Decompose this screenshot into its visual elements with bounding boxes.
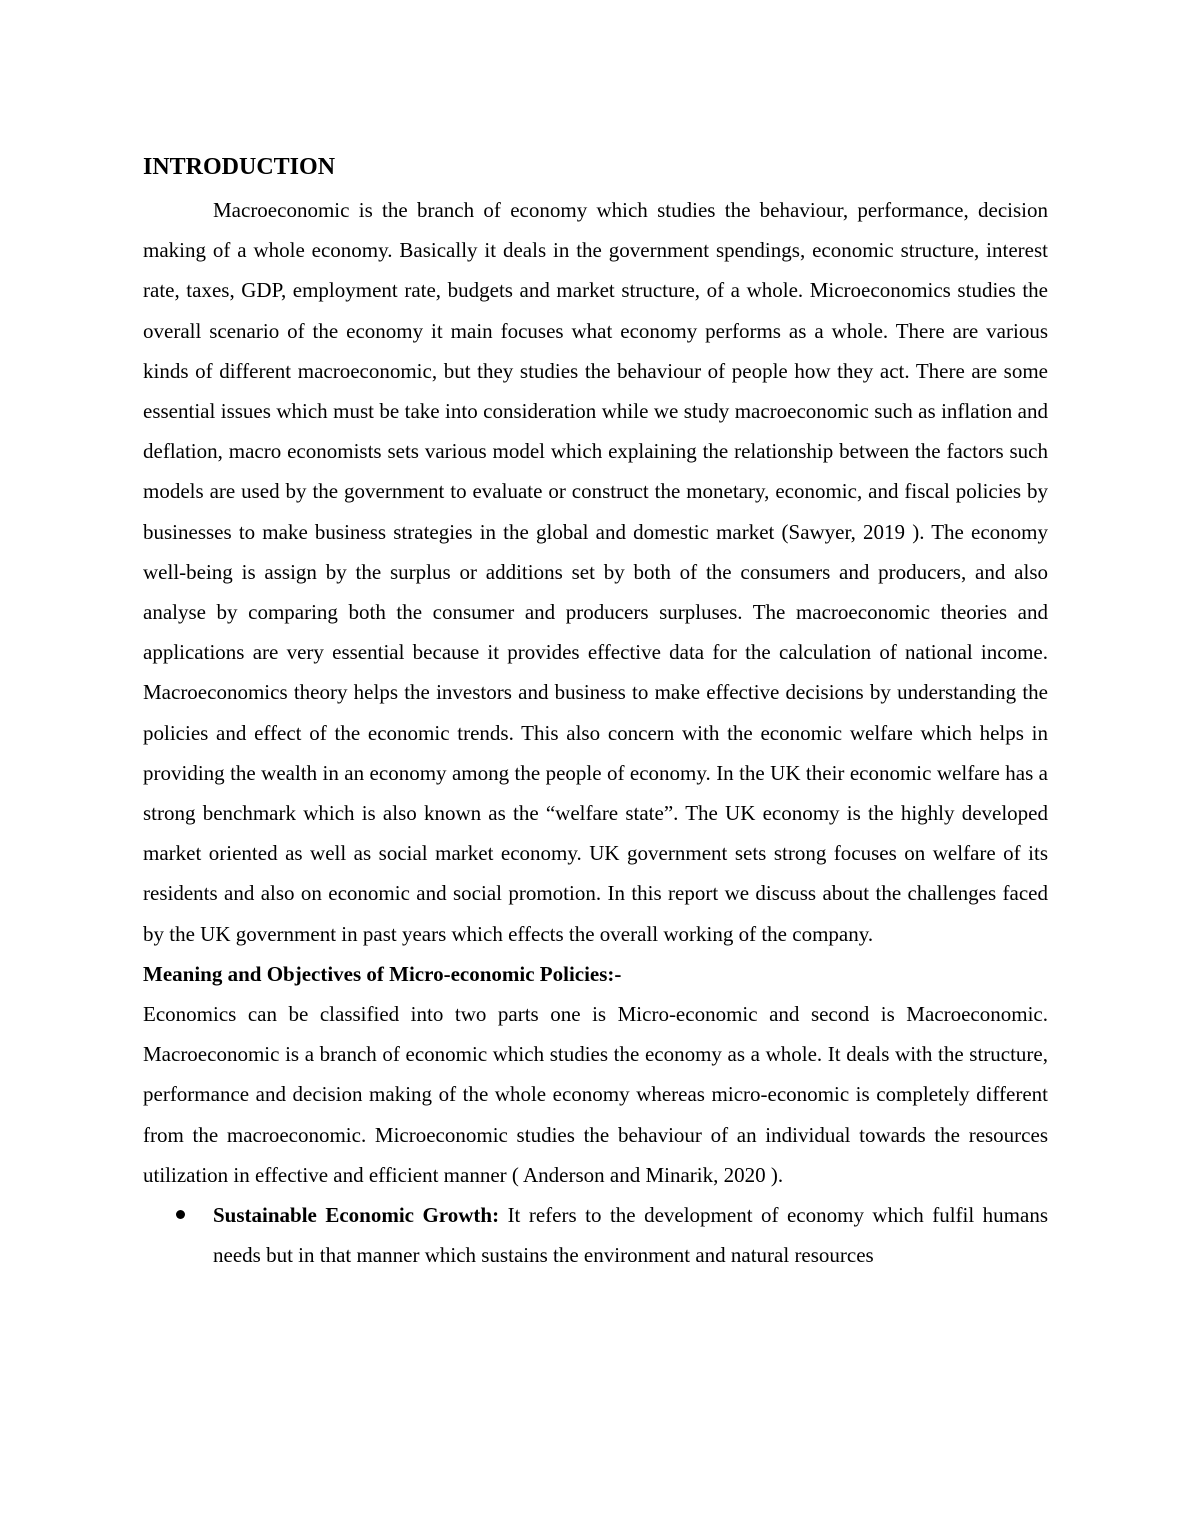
bullet-text: It refers to the development of economy which fulfil humans needs but in that manner which sustains the environment and natural resources bbox=[213, 1203, 1049, 1268]
document-page bbox=[143, 150, 1048, 1275]
introduction-heading: INTRODUCTION bbox=[143, 154, 336, 180]
economics-paragraph: Economics can be classified into two parts one is Micro-economic and second is Macroeconomic. Macroeconomic is a branch of economic which studies the economy as a whole. It deals with the structure, performance and decision making of the whole economy whereas micro-economic is completely different from the macroeconomic. Microeconomic studies the behaviour of an individual towards the resources utilization in effective and efficient manner ( Anderson and Minarik, 2020 ). bbox=[143, 1002, 1048, 1187]
bullet-icon bbox=[176, 1210, 185, 1219]
intro-paragraph: Macroeconomic is the branch of economy which studies the behaviour, performance, decision making of a whole economy. Basically it deals in the government spendings, economic structure, interest rate, taxes, GDP, employment rate, budgets and market structure, of a whole. Microeconomics studies the overall scenario of the economy it main focuses what economy performs as a whole. There are various kinds of different macroeconomic, but they studies the behaviour of people how they act. There are some essential issues which must be take into consideration while we study macroeconomic such as inflation and deflation, macro economists sets various model which explaining the relationship between the factors such models are used by the government to evaluate or construct the monetary, economic, and fiscal policies by businesses to make business strategies in the global and domestic market (Sawyer, 2019 ). The economy well-being is assign by the surplus or additions set by both of the consumers and producers, and also analyse by comparing both the consumer and producers surpluses. The macroeconomic theories and applications are very essential because it provides effective data for the calculation of national income. Macroeconomics theory helps the investors and business to make effective decisions by understanding the policies and effect of the economic trends. This also concern with the economic welfare which helps in providing the wealth in an economy among the people of economy. In the UK their economic welfare has a strong benchmark which is also known as the “welfare state”. The UK economy is the highly developed market oriented as well as social market economy. UK government sets strong focuses on welfare of its residents and also on economic and social promotion. In this report we discuss about the challenges faced by the UK government in past years which effects the overall working of the company. bbox=[143, 198, 1048, 946]
objectives-list bbox=[143, 1195, 1048, 1275]
bullet-term: Sustainable Economic Growth: bbox=[213, 1203, 500, 1228]
objectives-subheading: Meaning and Objectives of Micro-economic Policies:- bbox=[143, 961, 622, 986]
list-item bbox=[143, 1195, 1048, 1275]
